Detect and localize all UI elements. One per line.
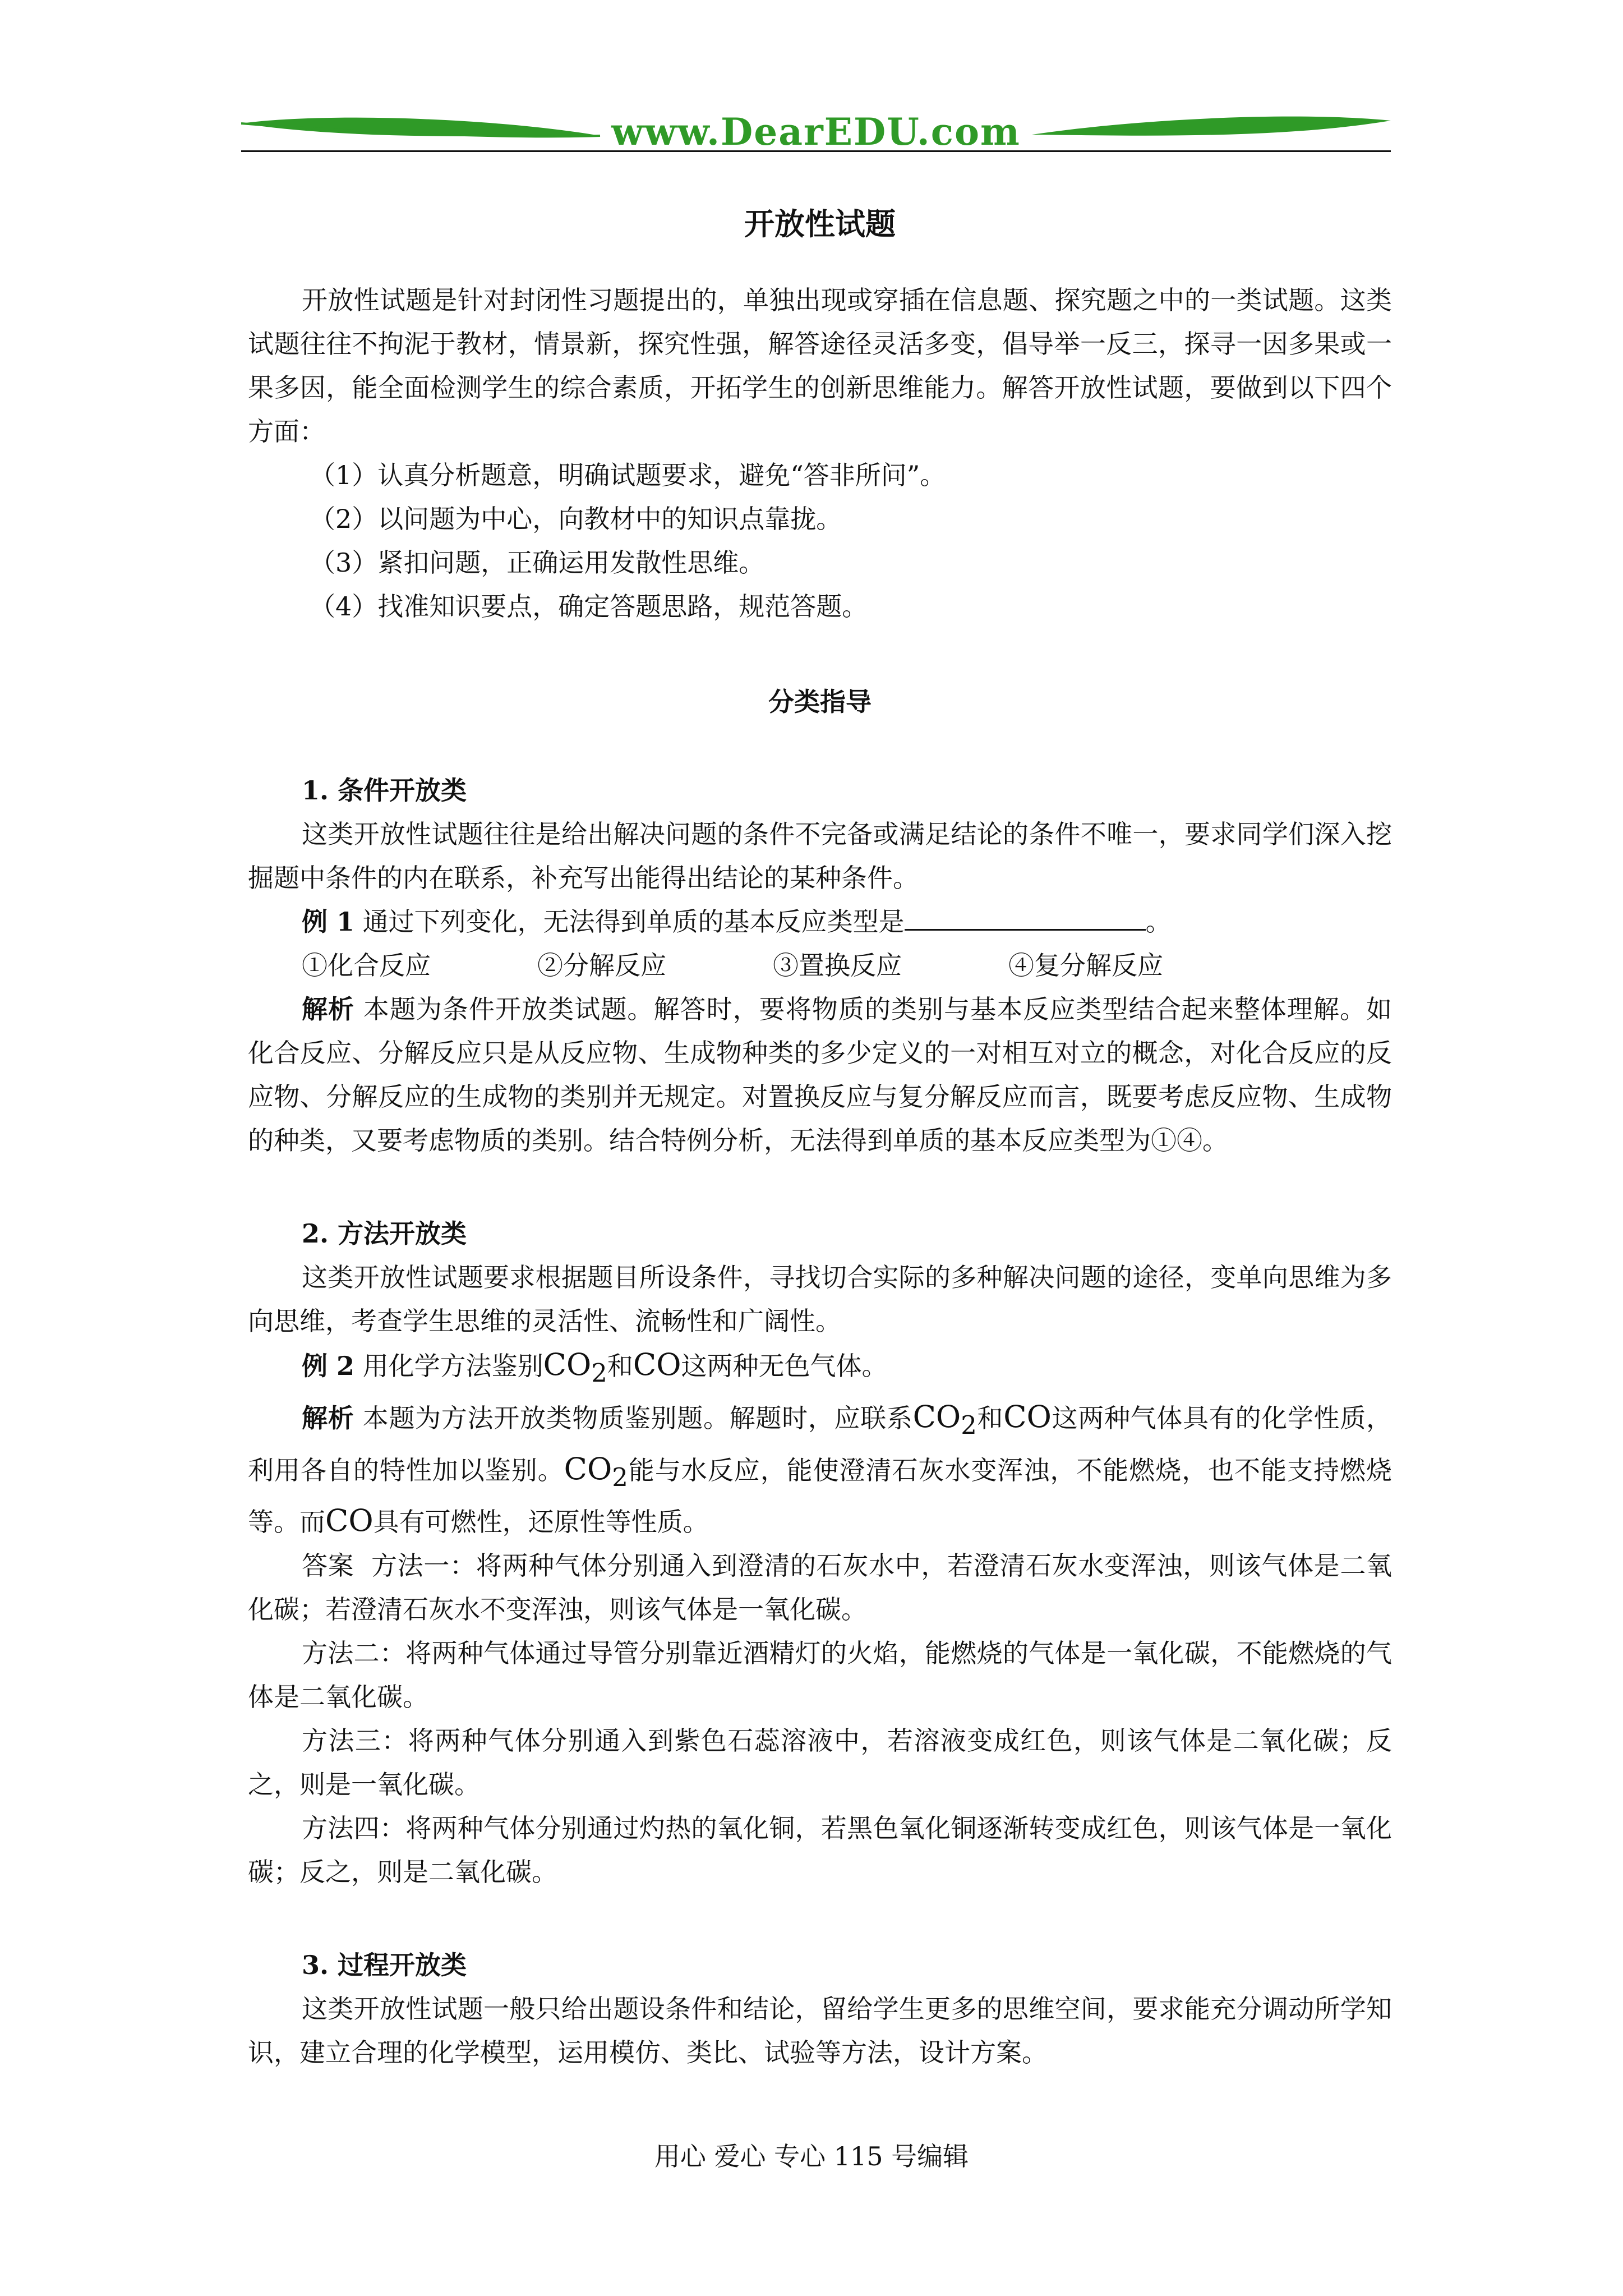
cat2-answer-label: 答案 (302, 1550, 354, 1581)
cat1-example-text: 通过下列变化，无法得到单质的基本反应类型是 (362, 907, 905, 937)
cat1-example-label: 例 1 (302, 907, 355, 937)
co2-formula: $CO_2$ (564, 1451, 628, 1492)
intro-paragraph: 开放性试题是针对封闭性习题提出的，单独出现或穿插在信息题、探究题之中的一类试题。这类试题往往不拘泥于教材，情景新，探究性强，解答途径灵活多变，倡导举一反三，探寻一因多果或一果多因，能全面检测学生的综合素质，开拓学生的创新思维能力。解答开放性试题，要做到以下四个方面： (248, 285, 1392, 447)
section-title: 分类指导 (768, 687, 872, 717)
cat1-analysis (248, 987, 1392, 1162)
option-2: ②分解反应 (537, 950, 666, 981)
page-footer: 用心 爱心 专心 115 号编辑 (654, 2141, 969, 2171)
co-formula: CO (325, 1503, 374, 1539)
co-formula: CO (633, 1347, 681, 1382)
cat2-example-pre: 用化学方法鉴别 (362, 1351, 543, 1381)
option-4: ④复分解反应 (1008, 950, 1163, 981)
co2-formula: $CO_2$ (543, 1347, 607, 1388)
cat2-example (248, 1343, 1392, 1395)
cat2-analysis-end: 具有可燃性，还原性等性质。 (373, 1507, 709, 1538)
method-3: 方法三：将两种气体分别通入到紫色石蕊溶液中，若溶液变成红色，则该气体是二氧化碳；反之，则是一氧化碳。 (248, 1726, 1392, 1800)
option-1: ①化合反应 (302, 950, 431, 981)
cat2-analysis (248, 1395, 1392, 1544)
cat3-desc: 这类开放性试题一般只给出题设条件和结论，留给学生更多的思维空间，要求能充分调动所学知识，建立合理的化学模型，运用模仿、类比、试验等方法，设计方案。 (248, 1994, 1392, 2068)
cat1-heading: 1. 条件开放类 (302, 775, 467, 806)
cat2-heading: 2. 方法开放类 (302, 1218, 467, 1249)
method-2: 方法二：将两种气体通过导管分别靠近酒精灯的火焰，能燃烧的气体是一氧化碳，不能燃烧的气体是二氧化碳。 (248, 1638, 1392, 1713)
intro-item-4: （4）找准知识要点，确定答题思路，规范答题。 (310, 591, 868, 622)
header-rule (241, 150, 1391, 152)
cat1-analysis-text: 本题为条件开放类试题。解答时，要将物质的类别与基本反应类型结合起来整体理解。如化合反应、分解反应只是从反应物、生成物种类的多少定义的一对相互对立的概念，对化合反应的反应物、分解反应的生成物的类别并无规定。对置换反应与复分解反应而言，既要考虑反应物、生成物的种类，又要考虑物质的类别。结合特例分析，无法得到单质的基本反应类型为①④。 (248, 994, 1393, 1156)
document-body (248, 202, 1392, 2074)
cat1-analysis-label: 解析 (302, 994, 355, 1024)
cat2-answer-method-1 (248, 1544, 1392, 1631)
cat2-example-post: 这两种无色气体。 (681, 1351, 888, 1381)
method-4: 方法四：将两种气体分别通过灼热的氧化铜，若黑色氧化铜逐渐转变成红色，则该气体是一氧化碳；反之，则是二氧化碳。 (248, 1813, 1392, 1888)
intro-item-2: （2）以问题为中心，向教材中的知识点靠拢。 (310, 504, 842, 534)
page-header (241, 107, 1391, 163)
and-text: 和 (976, 1402, 1004, 1433)
cat2-analysis-pre: 本题为方法开放类物质鉴别题。解题时，应联系 (362, 1402, 913, 1433)
cat2-desc: 这类开放性试题要求根据题目所设条件，寻找切合实际的多种解决问题的途径，变单向思维为多向思维，考查学生思维的灵活性、流畅性和广阔性。 (248, 1262, 1392, 1336)
option-3: ③置换反应 (773, 950, 902, 981)
cat1-example-end: 。 (1145, 907, 1172, 937)
cat1-desc: 这类开放性试题往往是给出解决问题的条件不完备或满足结论的条件不唯一，要求同学们深入挖掘题中条件的内在联系，补充写出能得出结论的某种条件。 (248, 819, 1392, 893)
cat2-analysis-label: 解析 (302, 1402, 354, 1433)
site-logo[interactable]: www.DearEDU.com (611, 110, 1021, 154)
cat1-example (248, 900, 1392, 944)
cat2-example-label: 例 2 (302, 1351, 355, 1381)
co-formula: CO (1003, 1398, 1052, 1434)
method-1-text: 方法一：将两种气体分别通入到澄清的石灰水中，若澄清石灰水变浑浊，则该气体是二氧化碳；若澄清石灰水不变浑浊，则该气体是一氧化碳。 (248, 1550, 1393, 1625)
cat3-heading: 3. 过程开放类 (302, 1950, 467, 1981)
cat2-analysis-mid2: 能与水反应，能使澄清石灰水变浑浊，不能燃烧，也不能支持燃烧等。而 (248, 1455, 1393, 1538)
intro-item-1: （1）认真分析题意，明确试题要求，避免“答非所问”。 (310, 460, 946, 490)
and-text: 和 (607, 1351, 633, 1381)
cat1-options (248, 944, 1392, 987)
co2-formula: $CO_2$ (912, 1398, 977, 1440)
answer-blank[interactable] (905, 900, 1146, 931)
intro-item-3: （3）紧扣问题，正确运用发散性思维。 (310, 547, 765, 578)
cat2-analysis-mid: 这两种气体具有的化学性质，利用各自的特性加以鉴别。 (248, 1402, 1393, 1485)
document-title: 开放性试题 (744, 206, 896, 242)
